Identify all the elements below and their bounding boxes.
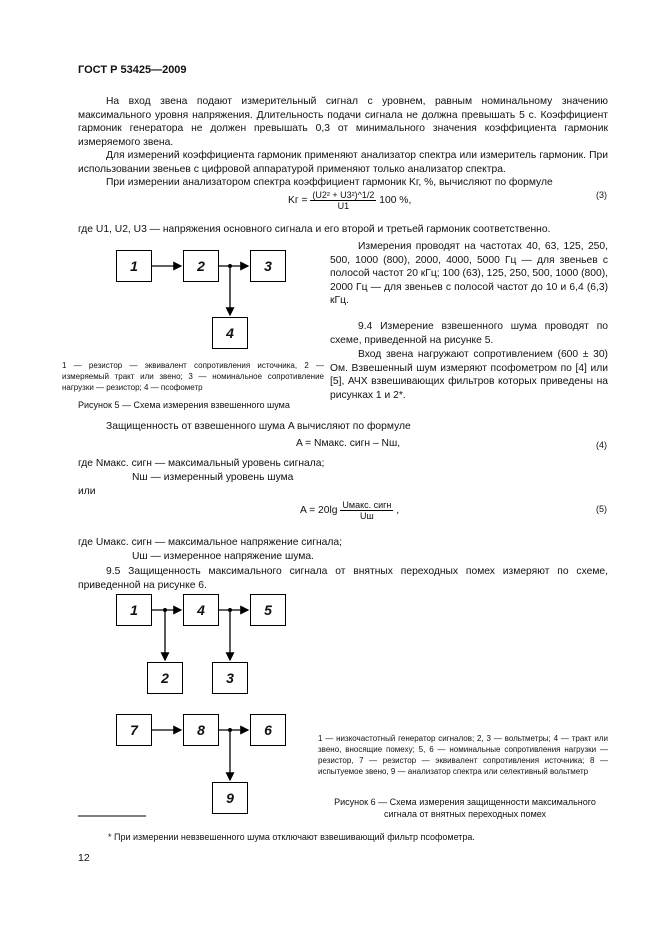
page-number: 12 xyxy=(78,852,90,864)
paragraph-formula-intro: При измерении анализатором спектра коэффициент гармоник Kг, %, вычисляют по формуле xyxy=(106,177,553,188)
formula-4: A = Nмакс. сигн – Nш, xyxy=(296,438,401,449)
fig5-box-3: 3 xyxy=(250,250,286,282)
formula-3-lhs: Kг = xyxy=(288,195,308,207)
fig6-box-5: 5 xyxy=(250,594,286,626)
fig5-legend: 1 — резистор — эквивалент сопротивления источника, 2 — измеряемый тракт или звено; 3 — номинальное сопротивление нагрузки — резистор; 4 — псофометр xyxy=(62,361,324,392)
formula-3-numerator: (U2² + U3²)^1/2 xyxy=(312,190,375,200)
fig5-junction xyxy=(228,264,232,268)
formula-3-number: (3) xyxy=(596,190,607,200)
fig6-box-8: 8 xyxy=(183,714,219,746)
fig6-box-7: 7 xyxy=(116,714,152,746)
fig6-box-2: 2 xyxy=(147,662,183,694)
or-text: или xyxy=(78,486,96,497)
paragraph-input-load: Вход звена нагружают сопротивлением (600 ± 30) Ом. Взвешенный шум измеряют псофометром по [4] или [5], АЧХ взвешивающих фильтров которых приведены на рисунках 1 и 2*. xyxy=(330,349,608,401)
fig6-junction-a xyxy=(163,608,167,612)
fig6-box-6: 6 xyxy=(250,714,286,746)
fig6-box-4: 4 xyxy=(183,594,219,626)
fig6-legend: 1 — низкочастотный генератор сигналов; 2, 3 — вольтметры; 4 — тракт или звено, вносящие помеху; 5, 6 — номинальные сопротивления нагрузки — резистор, 7 — резистор — эквивалент сопротивления источника; 8 — испытуемое звено, 9 — анализатор спектра или селективный вольтметр xyxy=(318,734,608,776)
where-5-noise-voltage: Uш — измеренное напряжение шума. xyxy=(132,551,314,562)
formula-4-number: (4) xyxy=(596,440,607,450)
paragraph-9-5: 9.5 Защищенность максимального сигнала от внятных переходных помех измеряют по схеме, приведенной на рисунке 6. xyxy=(78,566,608,591)
where-4-noise-level: Nш — измеренный уровень шума xyxy=(132,472,294,483)
fig5-box-1: 1 xyxy=(116,250,152,282)
paragraph-protection-intro: Защищенность от взвешенного шума A вычисляют по формуле xyxy=(106,421,411,432)
paragraph-9-4: 9.4 Измерение взвешенного шума проводят по схеме, приведенной на рисунке 5. xyxy=(330,321,608,346)
fig6-box-3: 3 xyxy=(212,662,248,694)
formula-5-number: (5) xyxy=(596,504,607,514)
where-5-max-voltage: где Uмакс. сигн — максимальное напряжение сигнала; xyxy=(78,537,342,548)
fig6-junction-c xyxy=(228,728,232,732)
footnote: * При измерении невзвешенного шума отключают взвешивающий фильтр псофометра. xyxy=(108,832,475,842)
fig5-box-4: 4 xyxy=(212,317,248,349)
formula-3-denominator: U1 xyxy=(337,201,350,211)
formula-5-tail: , xyxy=(396,505,400,517)
paragraph-where-u: где U1, U2, U3 — напряжения основного сигнала и его второй и третьей гармоник соответственно. xyxy=(78,224,551,235)
fig5-caption: Рисунок 5 — Схема измерения взвешенного шума xyxy=(78,400,290,410)
fig6-caption: Рисунок 6 — Схема измерения защищенности максимального сигнала от внятных переходных помех xyxy=(334,797,596,819)
fig6-box-1: 1 xyxy=(116,594,152,626)
paragraph-harmonic-measurement: Для измерений коэффициента гармоник применяют анализатор спектра или измеритель гармоник. При использовании звеньев с цифровой аппаратурой применяют только анализатор спектра. xyxy=(78,150,608,175)
formula-5-numerator: Uмакс. сигн xyxy=(342,500,392,510)
formula-5-denominator: Uш xyxy=(360,511,374,521)
fig6-box-9: 9 xyxy=(212,782,248,814)
paragraph-input-signal: На вход звена подают измерительный сигнал с уровнем, равным номинальному значению максимального уровня напряжения. Длительность подачи сигнала не должна превышать 5 с. Коэффициент гармоник генератора не должен превышать 0,3 от минимального значения коэффициента гармоник измеряемого звена. xyxy=(78,96,608,148)
formula-5-lhs: A = 20lg xyxy=(300,505,338,517)
fig6-junction-b xyxy=(228,608,232,612)
paragraph-frequencies: Измерения проводят на частотах 40, 63, 125, 250, 500, 1000 (800), 2000, 4000, 5000 Гц — для звеньев с полосой частот 20 кГц; 100 (63), 125, 250, 500, 1000 (800), 2000 Гц — для звеньев с полосой частот до 10 и 6,4 (6,3) кГц. xyxy=(330,241,608,307)
where-4-max-level: где Nмакс. сигн — максимальный уровень сигнала; xyxy=(78,458,325,469)
document-header: ГОСТ Р 53425—2009 xyxy=(78,64,187,76)
formula-3-tail: 100 %, xyxy=(379,195,412,207)
fig5-box-2: 2 xyxy=(183,250,219,282)
